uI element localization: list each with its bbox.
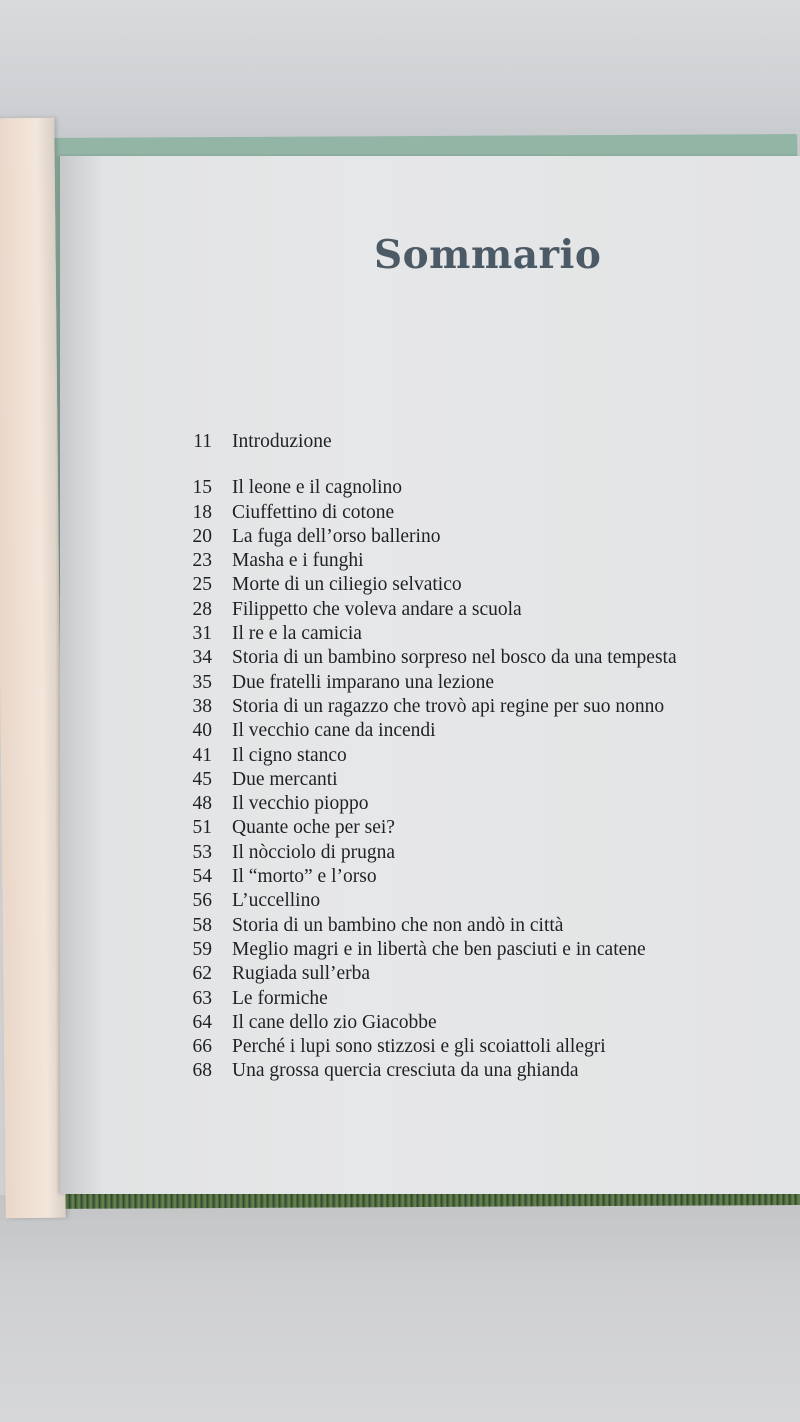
toc-entry — [178, 938, 758, 962]
toc-title: Il cane dello zio Giacobbe — [232, 1011, 437, 1033]
background-cloth-bottom — [0, 1195, 800, 1422]
toc-title: Una grossa quercia cresciuta da una ghianda — [232, 1060, 579, 1082]
toc-entry — [178, 622, 758, 646]
toc-title: L’uccellino — [232, 890, 321, 912]
toc-title: Ciuffettino di cotone — [232, 501, 395, 523]
toc-title: Il vecchio cane da incendi — [232, 720, 436, 742]
toc-page-number: 25 — [192, 574, 212, 596]
toc-title: Il leone e il cagnolino — [232, 477, 403, 499]
toc-title: Quante oche per sei? — [232, 817, 395, 839]
toc-title: Storia di un bambino che non andò in città — [232, 914, 564, 936]
toc-page-number: 31 — [192, 623, 212, 645]
toc-entry — [178, 646, 758, 670]
toc-title: Filippetto che voleva andare a scuola — [232, 598, 522, 620]
toc-title: Rugiada sull’erba — [232, 963, 371, 985]
toc-title: Storia di un ragazzo che trovò api regine per suo nonno — [232, 695, 665, 717]
toc-entry — [178, 1059, 758, 1083]
page-title: Sommario — [374, 232, 602, 278]
toc-page-number: 53 — [192, 841, 212, 863]
toc-title: Perché i lupi sono stizzosi e gli scoiattoli allegri — [232, 1036, 606, 1058]
toc-page-number: 28 — [192, 598, 212, 620]
left-page-edge — [0, 118, 66, 1219]
toc-title: Morte di un ciliegio selvatico — [232, 574, 462, 596]
toc-entry — [178, 476, 758, 500]
table-of-contents — [178, 430, 758, 1084]
toc-page-number: 23 — [192, 550, 212, 572]
toc-page-number: 56 — [192, 890, 212, 912]
toc-title: Due mercanti — [232, 768, 338, 790]
toc-entry — [178, 430, 758, 454]
toc-title: Il nòcciolo di prugna — [232, 841, 395, 863]
toc-entry — [178, 987, 758, 1011]
toc-title: Il cigno stanco — [232, 744, 347, 766]
toc-page-number: 63 — [192, 987, 212, 1009]
toc-entry — [178, 865, 758, 889]
toc-page-number: 34 — [192, 647, 212, 669]
toc-title: Masha e i funghi — [232, 550, 364, 572]
toc-entry — [178, 816, 758, 840]
toc-page-number: 68 — [192, 1060, 212, 1082]
toc-page-number: 59 — [192, 938, 212, 960]
toc-entry — [178, 719, 758, 743]
toc-entry — [178, 501, 758, 525]
toc-entry — [178, 768, 758, 792]
toc-page-number: 40 — [192, 720, 212, 742]
toc-title: Il vecchio pioppo — [232, 793, 369, 815]
toc-entry — [178, 598, 758, 622]
toc-entry — [178, 792, 758, 816]
toc-entry — [178, 549, 758, 573]
toc-entry — [178, 841, 758, 865]
toc-entry — [178, 744, 758, 768]
toc-entry — [178, 1035, 758, 1059]
toc-page-number: 41 — [192, 744, 212, 766]
toc-entry — [178, 671, 758, 695]
toc-title: La fuga dell’orso ballerino — [232, 525, 441, 547]
toc-title: Il “morto” e l’orso — [232, 866, 377, 888]
toc-entry — [178, 962, 758, 986]
toc-entry — [178, 573, 758, 597]
toc-title: Le formiche — [232, 987, 328, 1009]
toc-page-number: 45 — [192, 768, 212, 790]
toc-page-number: 48 — [192, 793, 212, 815]
toc-page-number: 51 — [192, 817, 212, 839]
toc-page-number: 18 — [192, 501, 212, 523]
toc-entry — [178, 1011, 758, 1035]
toc-page-number: 11 — [193, 431, 212, 452]
toc-title: Due fratelli imparano una lezione — [232, 671, 495, 693]
toc-page-number: 15 — [192, 477, 212, 499]
toc-entry — [178, 889, 758, 913]
toc-title: Storia di un bambino sorpreso nel bosco da una tempesta — [232, 647, 677, 669]
toc-title: Meglio magri e in libertà che ben pasciuti e in catene — [232, 938, 646, 960]
toc-entry — [178, 914, 758, 938]
toc-page-number: 58 — [192, 914, 212, 936]
toc-title: Introduzione — [232, 431, 332, 452]
toc-page-number: 38 — [192, 695, 212, 717]
toc-page-number: 64 — [192, 1011, 212, 1033]
toc-page-number: 62 — [192, 963, 212, 985]
toc-page-number: 35 — [192, 671, 212, 693]
toc-entry — [178, 695, 758, 719]
toc-page-number: 66 — [192, 1036, 212, 1058]
toc-entry — [178, 525, 758, 549]
toc-page-number: 54 — [192, 866, 212, 888]
toc-title: Il re e la camicia — [232, 623, 362, 645]
toc-page-number: 20 — [192, 525, 212, 547]
